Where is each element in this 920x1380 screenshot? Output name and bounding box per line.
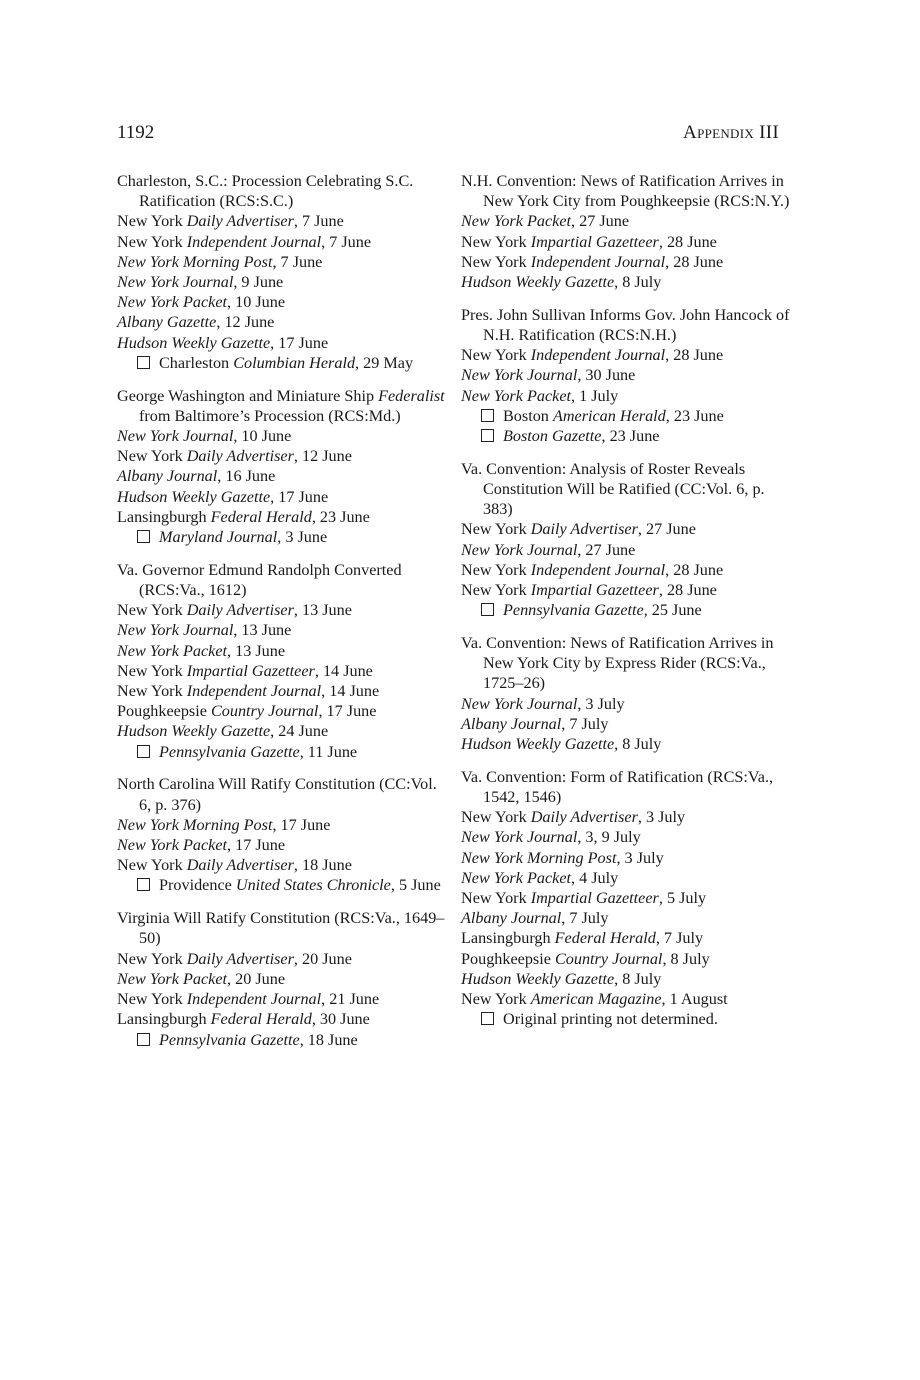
printing-line [117, 989, 447, 1009]
printing-line [461, 928, 791, 948]
roman-text: Poughkeepsie [117, 702, 211, 721]
roman-text: New York [117, 949, 187, 968]
printing-line [117, 211, 447, 231]
roman-text: , 11 June [299, 742, 358, 761]
roman-text: , 28 June [665, 252, 724, 271]
newspaper-name: American Herald [552, 406, 666, 425]
roman-text: New York [461, 889, 531, 908]
entry-title: N.H. Convention: News of Ratification Arrives in New York City from Poughkeepsie (RCS:N.Y.) [461, 172, 790, 211]
roman-text: , 28 June [665, 346, 724, 365]
newspaper-name: Daily Advertiser [186, 856, 294, 875]
roman-text: , 23 June [311, 507, 370, 526]
roman-text: , 5 July [658, 889, 707, 908]
page-header [117, 122, 779, 150]
newspaper-name: New York Journal [461, 828, 578, 847]
source-line [461, 406, 791, 426]
entry-title: Va. Convention: News of Ratification Arrives in New York City by Express Rider (RCS:Va., 1725–26) [461, 634, 774, 693]
newspaper-name: Independent Journal [186, 232, 322, 251]
newspaper-name: Country Journal [554, 949, 663, 968]
roman-text: Boston [503, 406, 553, 425]
newspaper-name: Maryland Journal [159, 528, 278, 547]
running-head: Appendix III [683, 122, 779, 143]
roman-text: , 23 June [665, 406, 724, 425]
printing-line [461, 908, 791, 928]
newspaper-name: New York Packet [117, 293, 227, 312]
roman-text: , 7 July [561, 909, 609, 928]
printing-line [461, 580, 791, 600]
roman-text: , 1 July [571, 386, 619, 405]
newspaper-name: Albany Gazette [117, 313, 217, 332]
printing-line [461, 540, 791, 560]
entry [461, 171, 791, 292]
printing-line [117, 252, 447, 272]
entry-title: Pres. John Sullivan Informs Gov. John Hancock of N.H. Ratification (RCS:N.H.) [461, 305, 790, 345]
roman-text: , 14 June [314, 661, 373, 680]
newspaper-name: Daily Advertiser [186, 447, 294, 466]
newspaper-name: Hudson Weekly Gazette [117, 333, 271, 352]
newspaper-name: Hudson Weekly Gazette [117, 487, 271, 506]
newspaper-name: Albany Journal [461, 909, 562, 928]
roman-text: , 10 June [227, 293, 285, 312]
roman-text: New York [461, 346, 531, 365]
roman-text: New York [117, 856, 187, 875]
printing-line [461, 989, 791, 1009]
roman-text: New York [117, 601, 187, 620]
roman-text: , 16 June [217, 467, 276, 486]
roman-text: , 28 June [658, 581, 717, 600]
roman-text: New York [117, 447, 187, 466]
roman-text: , 1 August [661, 990, 728, 1009]
roman-text: , 8 July [614, 273, 662, 292]
printing-line [117, 272, 447, 292]
printing-line [461, 734, 791, 754]
roman-text: New York [461, 560, 531, 579]
roman-text: , 7 June [293, 212, 344, 231]
entry-title: North Carolina Will Ratify Constitution (CC:Vol. 6, p. 376) [117, 775, 437, 814]
newspaper-name: New York Packet [461, 386, 571, 405]
roman-text: , 18 June [299, 1030, 358, 1049]
entry-title: Virginia Will Ratify Constitution (RCS:Va., 1649–50) [117, 909, 445, 948]
roman-text: , 28 June [658, 232, 717, 251]
printing-line [461, 211, 791, 231]
newspaper-name: Independent Journal [530, 560, 666, 579]
newspaper-name: New York Packet [117, 836, 227, 855]
printing-line [461, 365, 791, 385]
roman-text: , 7 June [321, 232, 372, 251]
printing-line [461, 252, 791, 272]
entry [461, 305, 791, 446]
roman-text: , 7 July [655, 929, 704, 948]
newspaper-name: Federal Herald [210, 507, 312, 526]
newspaper-name: Hudson Weekly Gazette [117, 722, 271, 741]
roman-text: , 29 May [355, 353, 414, 372]
roman-text: Providence [159, 876, 236, 895]
roman-text: , 12 June [216, 313, 275, 332]
printing-line [461, 868, 791, 888]
newspaper-name: New York Packet [461, 868, 571, 887]
printing-line [461, 969, 791, 989]
roman-text: , 27 June [577, 540, 636, 559]
printing-line [117, 681, 447, 701]
roman-text: Lansingburgh [117, 1010, 211, 1029]
printing-line [117, 641, 447, 661]
newspaper-name: Independent Journal [186, 990, 322, 1009]
newspaper-name: Pennsylvania Gazette [503, 601, 644, 620]
entry-title: Va. Convention: Form of Ratification (RCS:Va., 1542, 1546) [461, 767, 774, 807]
newspaper-name: Country Journal [210, 702, 319, 721]
printing-line [117, 1009, 447, 1029]
newspaper-name: Daily Advertiser [186, 212, 294, 231]
checkbox-icon [137, 356, 150, 369]
printing-line [117, 312, 447, 332]
roman-text: New York [461, 232, 531, 251]
roman-text: New York [117, 990, 187, 1009]
newspaper-name: Daily Advertiser [186, 601, 294, 620]
printing-line [461, 272, 791, 292]
roman-text: , 28 June [665, 560, 724, 579]
entry [461, 459, 791, 621]
printing-line [461, 807, 791, 827]
printing-line [117, 446, 447, 466]
newspaper-name: Impartial Gazetteer [530, 889, 659, 908]
roman-text: New York [461, 808, 531, 827]
roman-text: , 17 June [270, 333, 329, 352]
printing-line [117, 721, 447, 741]
printing-line [117, 333, 447, 353]
newspaper-name: New York Journal [117, 273, 234, 292]
source-line [461, 426, 791, 446]
printing-line [117, 600, 447, 620]
roman-text: , 17 June [272, 815, 331, 834]
roman-text: Charleston [159, 353, 234, 372]
page-number: 1192 [117, 122, 155, 143]
entry [461, 767, 791, 1009]
newspaper-name: New York Packet [461, 212, 571, 231]
entry [117, 386, 447, 548]
source-line [117, 875, 447, 895]
roman-text: , 8 July [614, 969, 662, 988]
footnote-text: Original printing not determined. [503, 1010, 718, 1029]
printing-line [117, 949, 447, 969]
roman-text: , 7 July [561, 714, 609, 733]
left-column [117, 171, 447, 1062]
roman-text: , 17 June [227, 836, 285, 855]
entry-title: Charleston, S.C.: Procession Celebrating S.C. Ratification (RCS:S.C.) [117, 172, 414, 211]
entry [117, 908, 447, 1049]
newspaper-name: Daily Advertiser [530, 808, 638, 827]
printing-line [461, 888, 791, 908]
printing-line [117, 701, 447, 721]
newspaper-name: Hudson Weekly Gazette [461, 273, 615, 292]
roman-text: , 3 July [616, 848, 664, 867]
roman-text: , 13 June [293, 601, 352, 620]
roman-text: , 7 June [272, 252, 323, 271]
newspaper-name: Independent Journal [186, 682, 322, 701]
newspaper-name: American Magazine [530, 990, 662, 1009]
printing-line [461, 694, 791, 714]
roman-text: George Washington and Miniature Ship [117, 386, 379, 405]
roman-text: New York [117, 682, 187, 701]
entry-title [117, 386, 447, 426]
printing-line [117, 855, 447, 875]
roman-text: New York [117, 232, 187, 251]
entry [117, 774, 447, 895]
printing-line [461, 386, 791, 406]
newspaper-name: Boston Gazette [503, 427, 602, 446]
newspaper-name: New York Journal [117, 427, 234, 446]
roman-text: New York [461, 581, 531, 600]
checkbox-icon [481, 603, 494, 616]
newspaper-name: Columbian Herald [233, 353, 356, 372]
printing-line [117, 507, 447, 527]
checkbox-icon [137, 530, 150, 543]
newspaper-name: Impartial Gazetteer [186, 661, 315, 680]
newspaper-name: Albany Journal [117, 467, 218, 486]
roman-text: , 5 June [390, 876, 441, 895]
checkbox-icon [481, 429, 494, 442]
roman-text: , 3 July [577, 694, 625, 713]
checkbox-icon [481, 1012, 494, 1025]
roman-text: New York [461, 990, 531, 1009]
source-line [117, 1030, 447, 1050]
printing-line [461, 232, 791, 252]
checkbox-icon [481, 409, 494, 422]
printing-line [117, 466, 447, 486]
roman-text: , 8 July [614, 735, 662, 754]
printing-line [117, 620, 447, 640]
newspaper-name: Federal Herald [210, 1010, 312, 1029]
printing-line [117, 815, 447, 835]
roman-text: New York [461, 252, 531, 271]
source-line [117, 353, 447, 373]
printing-line [461, 519, 791, 539]
newspaper-name: New York Journal [117, 621, 234, 640]
printing-line [461, 560, 791, 580]
footnote [461, 1009, 791, 1029]
roman-text: , 23 June [601, 427, 660, 446]
roman-text: , 13 June [233, 621, 292, 640]
checkbox-icon [137, 1033, 150, 1046]
checkbox-icon [137, 878, 150, 891]
printing-line [117, 835, 447, 855]
printing-line [117, 292, 447, 312]
printing-line [461, 345, 791, 365]
entry [117, 171, 447, 373]
roman-text: , 30 June [311, 1010, 370, 1029]
newspaper-name: New York Morning Post [461, 848, 617, 867]
newspaper-name: New York Morning Post [117, 815, 273, 834]
source-line [117, 527, 447, 547]
roman-text: New York [117, 661, 187, 680]
entry [117, 560, 447, 762]
roman-text: from Baltimore’s Procession (RCS:Md.) [139, 406, 401, 425]
newspaper-name: Independent Journal [530, 346, 666, 365]
printing-line [117, 661, 447, 681]
newspaper-name: New York Journal [461, 366, 578, 385]
roman-text: Lansingburgh [461, 929, 555, 948]
source-line [117, 742, 447, 762]
printing-line [461, 827, 791, 847]
newspaper-name: New York Packet [117, 969, 227, 988]
checkbox-icon [137, 745, 150, 758]
newspaper-name: New York Packet [117, 641, 227, 660]
printing-line [117, 487, 447, 507]
printing-line [117, 232, 447, 252]
source-line [461, 600, 791, 620]
newspaper-name: Federal Herald [554, 929, 656, 948]
roman-text: , 3 June [277, 528, 328, 547]
roman-text: , 3 July [637, 808, 686, 827]
newspaper-name: Daily Advertiser [530, 520, 638, 539]
newspaper-name: Impartial Gazetteer [530, 232, 659, 251]
roman-text: , 4 July [571, 868, 619, 887]
roman-text: , 3, 9 July [577, 828, 641, 847]
entry-title: Va. Convention: Analysis of Roster Reveals Constitution Will be Ratified (CC:Vol. 6, p. 383) [461, 459, 765, 519]
roman-text: , 10 June [233, 427, 292, 446]
roman-text: , 27 June [637, 520, 696, 539]
entry [461, 633, 791, 754]
printing-line [117, 426, 447, 446]
roman-text: , 13 June [227, 641, 285, 660]
newspaper-name: United States Chronicle [235, 876, 391, 895]
newspaper-name: Pennsylvania Gazette [159, 742, 300, 761]
newspaper-name: Impartial Gazetteer [530, 581, 659, 600]
printing-line [117, 969, 447, 989]
newspaper-name: Daily Advertiser [186, 949, 294, 968]
roman-text: , 24 June [270, 722, 329, 741]
roman-text: , 30 June [577, 366, 636, 385]
roman-text: , 20 June [227, 969, 285, 988]
newspaper-name: New York Morning Post [117, 252, 273, 271]
newspaper-name: New York Journal [461, 540, 578, 559]
printing-line [461, 714, 791, 734]
entry-title: Va. Governor Edmund Randolph Converted (RCS:Va., 1612) [117, 560, 402, 600]
newspaper-name: Independent Journal [530, 252, 666, 271]
roman-text: , 8 July [662, 949, 710, 968]
roman-text: , 20 June [293, 949, 352, 968]
roman-text: New York [117, 212, 187, 231]
roman-text: Lansingburgh [117, 507, 211, 526]
roman-text: Poughkeepsie [461, 949, 555, 968]
newspaper-name: Albany Journal [461, 714, 562, 733]
roman-text: , 9 June [233, 273, 284, 292]
newspaper-name: Pennsylvania Gazette [159, 1030, 300, 1049]
newspaper-name: Hudson Weekly Gazette [461, 735, 615, 754]
right-column [461, 171, 791, 1030]
printing-line [461, 949, 791, 969]
roman-text: , 21 June [321, 990, 380, 1009]
roman-text: , 17 June [270, 487, 329, 506]
newspaper-name: Federalist [378, 386, 445, 405]
printing-line [461, 848, 791, 868]
roman-text: , 12 June [293, 447, 352, 466]
newspaper-name: Hudson Weekly Gazette [461, 969, 615, 988]
roman-text: New York [461, 520, 531, 539]
roman-text: , 25 June [643, 601, 702, 620]
roman-text: , 14 June [321, 682, 380, 701]
roman-text: , 18 June [293, 856, 352, 875]
newspaper-name: New York Journal [461, 694, 578, 713]
roman-text: , 27 June [571, 212, 629, 231]
roman-text: , 17 June [318, 702, 377, 721]
